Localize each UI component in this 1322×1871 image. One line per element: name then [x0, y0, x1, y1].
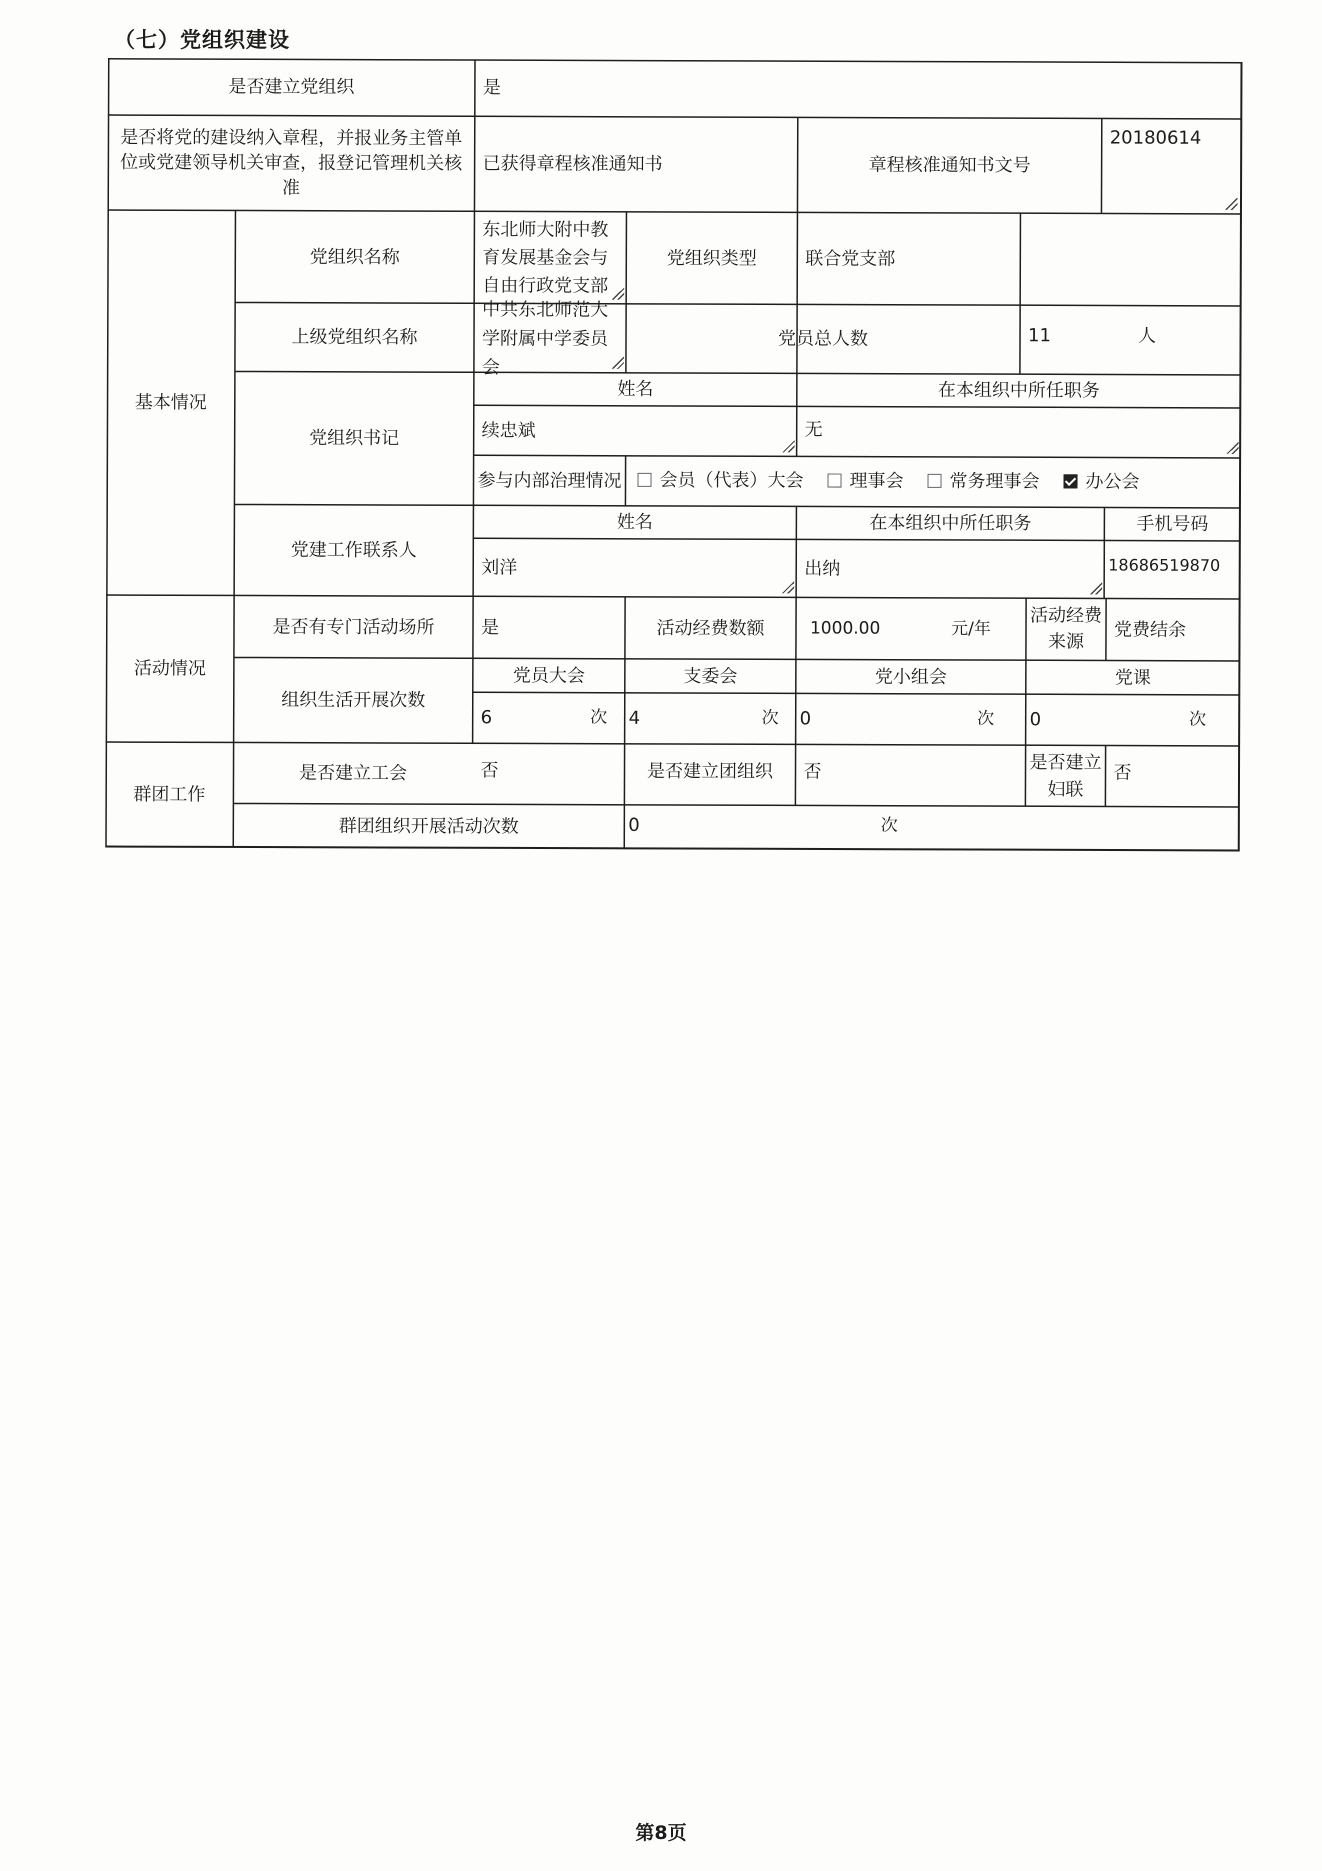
resize-grip-icon[interactable] [612, 357, 624, 369]
governance-option-label: 常务理事会 [949, 470, 1040, 492]
contact-position-value[interactable]: 出纳 [804, 557, 841, 580]
checkbox-icon[interactable] [828, 474, 842, 488]
funds-source-label: 活动经费来源 [1030, 605, 1103, 653]
governance-option-office-meeting[interactable] [1059, 468, 1139, 495]
funds-source-value[interactable]: 党费结余 [1113, 619, 1187, 641]
secretary-name-value[interactable]: 续忠斌 [481, 419, 536, 441]
members-label: 党员总人数 [777, 328, 869, 350]
org-name-value[interactable]: 东北师大附中教育发展基金会与自由行政党支部 [482, 219, 609, 297]
league-label: 是否建立团组织 [646, 760, 774, 783]
charter-notice-no-value[interactable]: 20180614 [1109, 127, 1202, 149]
contact-label: 党建工作联系人 [290, 539, 417, 562]
meeting-unit: 次 [761, 708, 779, 729]
has-party-org-value[interactable]: 是 [482, 77, 501, 99]
members-unit: 人 [1138, 325, 1157, 347]
governance-option-label: 办公会 [1085, 470, 1140, 493]
meeting-header: 支委会 [683, 665, 738, 687]
resize-grip-icon[interactable] [1225, 198, 1237, 210]
mass-activity-count-unit: 次 [880, 815, 898, 836]
governance-option-label: 会员（代表）大会 [659, 469, 804, 491]
meeting-header: 党课 [1114, 667, 1151, 689]
parent-org-value[interactable]: 中共东北师范大学附属中学委员会 [481, 298, 609, 378]
charter-value[interactable]: 已获得章程核准通知书 [482, 153, 663, 175]
secretary-position-value[interactable]: 无 [804, 418, 823, 440]
mass-activity-count-label: 群团组织开展活动次数 [338, 815, 519, 837]
venue-label: 是否有专门活动场所 [272, 616, 435, 638]
org-life-label: 组织生活开展次数 [281, 689, 426, 712]
meeting-unit: 次 [1189, 709, 1207, 730]
governance-option-standing-council[interactable] [923, 467, 1039, 494]
funds-unit: 元/年 [951, 618, 991, 639]
league-value[interactable]: 否 [803, 761, 822, 783]
resize-grip-icon[interactable] [1227, 442, 1239, 454]
mass-group-label: 群团工作 [133, 784, 206, 806]
page-number: 第8页 [635, 1822, 687, 1844]
parent-org-label: 上级党组织名称 [291, 326, 418, 349]
meeting-count[interactable]: 0 [799, 708, 812, 730]
contact-phone-header: 手机号码 [1136, 513, 1209, 535]
charter-label: 是否将党的建设纳入章程，并报业务主管单位或党建领导机关审查，报登记管理机关核准 [120, 127, 463, 199]
union-label: 是否建立工会 [298, 762, 408, 785]
union-value[interactable]: 否 [480, 760, 499, 782]
checkbox-icon[interactable] [638, 473, 652, 487]
resize-grip-icon[interactable] [782, 581, 794, 593]
meeting-count[interactable]: 6 [480, 707, 493, 729]
meeting-count[interactable]: 0 [1029, 709, 1042, 731]
resize-grip-icon[interactable] [783, 440, 795, 452]
meeting-unit: 次 [977, 709, 995, 730]
funds-value[interactable]: 1000.00 [809, 617, 881, 639]
org-type-label: 党组织类型 [666, 247, 757, 269]
governance-option-label: 理事会 [849, 470, 904, 492]
org-name-label: 党组织名称 [309, 246, 400, 268]
contact-name-value[interactable]: 刘洋 [481, 556, 518, 578]
org-type-value[interactable]: 联合党支部 [805, 247, 896, 270]
secretary-position-header: 在本组织中所任职务 [937, 379, 1100, 402]
charter-notice-no-label: 章程核准通知书文号 [868, 154, 1031, 177]
checkbox-checked-icon[interactable] [1064, 474, 1078, 488]
meeting-unit: 次 [590, 707, 608, 728]
has-party-org-label: 是否建立党组织 [228, 76, 355, 98]
activity-group-label: 活动情况 [133, 658, 206, 680]
contact-position-header: 在本组织中所任职务 [869, 512, 1032, 535]
section-title: （七）党组织建设 [114, 28, 290, 52]
women-label: 是否建立妇联 [1029, 751, 1102, 800]
governance-label: 参与内部治理情况 [477, 469, 622, 492]
meeting-header: 党员大会 [512, 664, 585, 687]
mass-activity-count-value[interactable]: 0 [628, 814, 640, 836]
governance-option-council[interactable] [823, 467, 903, 494]
venue-value[interactable]: 是 [480, 616, 500, 638]
women-value[interactable]: 否 [1113, 762, 1132, 784]
meeting-header: 党小组会 [874, 666, 947, 688]
funds-label: 活动经费数额 [656, 617, 765, 639]
governance-option-assembly[interactable] [633, 466, 803, 494]
resize-grip-icon[interactable] [1090, 582, 1102, 594]
members-value[interactable]: 11 [1028, 324, 1051, 346]
meeting-count[interactable]: 4 [628, 707, 641, 729]
contact-phone-value[interactable]: 18686519870 [1108, 554, 1221, 575]
contact-name-header: 姓名 [616, 511, 653, 533]
checkbox-icon[interactable] [928, 474, 942, 488]
governance-options [625, 456, 1240, 506]
secretary-name-header: 姓名 [617, 378, 654, 400]
party-building-form [105, 58, 1243, 852]
secretary-label: 党组织书记 [309, 427, 400, 450]
basic-info-group-label: 基本情况 [134, 392, 207, 414]
